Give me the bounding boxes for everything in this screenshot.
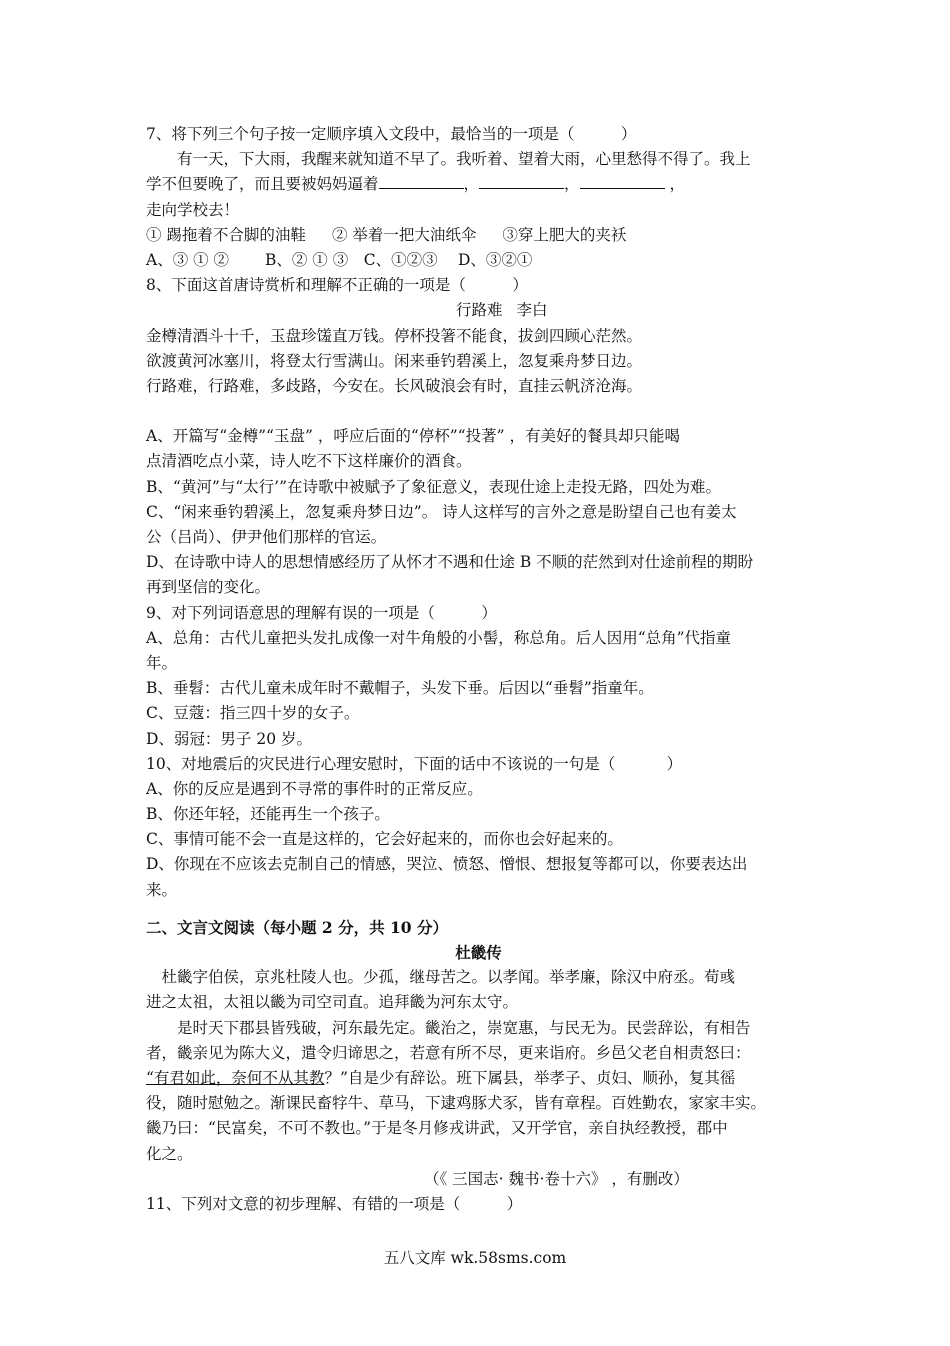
comma-2: ， bbox=[564, 175, 580, 194]
document-content bbox=[146, 122, 811, 1217]
comma-3: ， bbox=[669, 175, 685, 194]
article-para-2-line bbox=[146, 1066, 811, 1091]
q10-stem: 10、对地震后的灾民进行心理安慰时，下面的话中不该说的一句是（ ） bbox=[146, 754, 683, 773]
q7-sentence-2: ② 举着一把大油纸伞 bbox=[331, 225, 477, 244]
poem-line: 欲渡黄河冰塞川，将登太行雪满山。闲来垂钓碧溪上，忽复乘舟梦日边。 bbox=[146, 351, 643, 370]
q10-option-line: D、你现在不应该去克制自己的情感，哭泣、愤怒、憎恨、想报复等都可以，你要表达出 bbox=[146, 855, 748, 874]
q8-option-line: 点清酒吃点小菜，诗人吃不下这样廉价的酒食。 bbox=[146, 452, 472, 471]
q9-stem: 9、对下列词语意思的理解有误的一项是（ ） bbox=[146, 603, 497, 622]
article-para-1-line: 进之太祖，太祖以畿为司空司直。追拜畿为河东太守。 bbox=[146, 993, 519, 1012]
poem-title: 行路难 bbox=[456, 301, 503, 320]
q7-passage-line-1: 有一天，下大雨，我醒来就知道不早了。我听着、望着大雨，心里愁得不得了。我上 bbox=[177, 150, 751, 169]
fill-blank-3 bbox=[580, 174, 665, 189]
article-para-1-line: 杜畿字伯侯，京兆杜陵人也。少孤，继母苦之。以孝闻。举孝廉，除汉中府丞。荀彧 bbox=[146, 968, 736, 987]
spacer bbox=[146, 399, 811, 424]
q7-sentences bbox=[146, 223, 811, 248]
q9-option-line: A、总角：古代儿童把头发扎成像一对牛角般的小髻，称总角。后人因用“总角”代指童 bbox=[146, 628, 732, 647]
article-para-2-line: 化之。 bbox=[146, 1144, 193, 1163]
poem-line: 行路难，行路难，多歧路，今安在。长风破浪会有时，直挂云帆济沧海。 bbox=[146, 376, 643, 395]
article-title: 杜畿传 bbox=[455, 943, 502, 962]
q8-option-line: A、开篇写“金樽”“玉盘” ，呼应后面的“停杯”“投著” ，有美好的餐具却只能喝 bbox=[146, 427, 680, 446]
q9-option-line: C、豆蔻：指三四十岁的女子。 bbox=[146, 704, 360, 723]
q10-option-line: 来。 bbox=[146, 880, 178, 899]
q7-stem: 7、将下列三个句子按一定顺序填入文段中，最恰当的一项是（ ） bbox=[146, 125, 637, 143]
article-para-2-line-rest: ？”自是少有辞讼。班下属县，举孝子、贞妇、顺孙，复其徭 bbox=[324, 1068, 736, 1087]
article-para-2-line: 是时天下郡县皆残破，河东最先定。畿治之，崇宽惠，与民无为。民尝辞讼，有相告 bbox=[177, 1018, 751, 1037]
fill-blank-2 bbox=[479, 174, 564, 189]
article-para-2-line: 者，畿亲见为陈大义，遣令归谛思之，若意有所不尽，更来诣府。乡邑父老自相责怒曰： bbox=[146, 1043, 751, 1062]
article-para-2-line: 畿乃曰：“民富矣，不可不教也。”于是冬月修戎讲武，又开学官，亲自执经教授，郡中 bbox=[146, 1119, 728, 1138]
underlined-quote: “有君如此，奈何不从其教 bbox=[146, 1068, 325, 1087]
q8-option-line: 公（吕尚）、伊尹他们那样的官运。 bbox=[146, 528, 387, 546]
q9-option-line: D、弱冠：男子 20 岁。 bbox=[146, 729, 313, 748]
q7-passage-line-3: 走向学校去！ bbox=[146, 200, 240, 219]
poem-author: 李白 bbox=[516, 301, 548, 320]
q8-option-line: 再到坚信的变化。 bbox=[146, 578, 271, 597]
q10-option-line: C、事情可能不会一直是这样的，它会好起来的，而你也会好起来的。 bbox=[146, 830, 623, 849]
article-source: （《 三国志· 魏书·卷十六》 ，有删改） bbox=[424, 1169, 689, 1188]
q8-option-line: D、在诗歌中诗人的思想情感经历了从怀才不遇和仕途 B 不顺的茫然到对仕途前程的期盼 bbox=[146, 553, 754, 572]
q7-sentence-1: ① 踢拖着不合脚的油鞋 bbox=[146, 225, 306, 244]
q7-passage-line-2 bbox=[146, 172, 811, 197]
q10-option-line: B、你还年轻，还能再生一个孩子。 bbox=[146, 805, 390, 824]
section-2-title: 二、文言文阅读（每小题 2 分，共 10 分） bbox=[146, 917, 448, 937]
comma-1: ， bbox=[463, 175, 480, 194]
fill-blank-1 bbox=[379, 174, 464, 189]
q7-options: A、③ ① ② B、② ① ③ C、①②③ D、③②① bbox=[146, 250, 533, 269]
poem-line: 金樽清酒斗十千，玉盘珍馐直万钱。停杯投箸不能食，拔剑四顾心茫然。 bbox=[146, 326, 643, 345]
q8-option-line: B、“黄河”与“太行’”在诗歌中被赋予了象征意义，表现仕途上走投无路，四处为难。 bbox=[146, 477, 722, 496]
poem-title-row bbox=[146, 298, 811, 323]
footer-watermark: 五八文库 wk.58sms.com bbox=[383, 1249, 567, 1267]
q9-option-line: B、垂髫：古代儿童未成年时不戴帽子，头发下垂。后因以“垂髫”指童年。 bbox=[146, 679, 654, 698]
q8-stem: 8、下面这首唐诗赏析和理解不正确的一项是（ ） bbox=[146, 276, 528, 295]
q7-sentence-3: ③穿上肥大的夹袄 bbox=[502, 225, 627, 244]
q9-option-line: 年。 bbox=[146, 653, 178, 672]
q8-option-line: C、“闲来垂钓碧溪上，忽复乘舟梦日边”。 诗人这样写的言外之意是盼望自己也有姜太 bbox=[146, 502, 737, 521]
q11-stem: 11、下列对文意的初步理解、有错的一项是（ ） bbox=[146, 1194, 523, 1213]
q7-passage-line-2-text: 学不但要晚了，而且要被妈妈逼着 bbox=[146, 175, 379, 194]
q10-option-line: A、你的反应是遇到不寻常的事件时的正常反应。 bbox=[146, 779, 483, 798]
article-para-2-line: 役，随时慰勉之。渐课民畜牸牛、草马，下逮鸡豚犬豕，皆有章程。百姓勤农，家家丰实。 bbox=[146, 1094, 767, 1113]
